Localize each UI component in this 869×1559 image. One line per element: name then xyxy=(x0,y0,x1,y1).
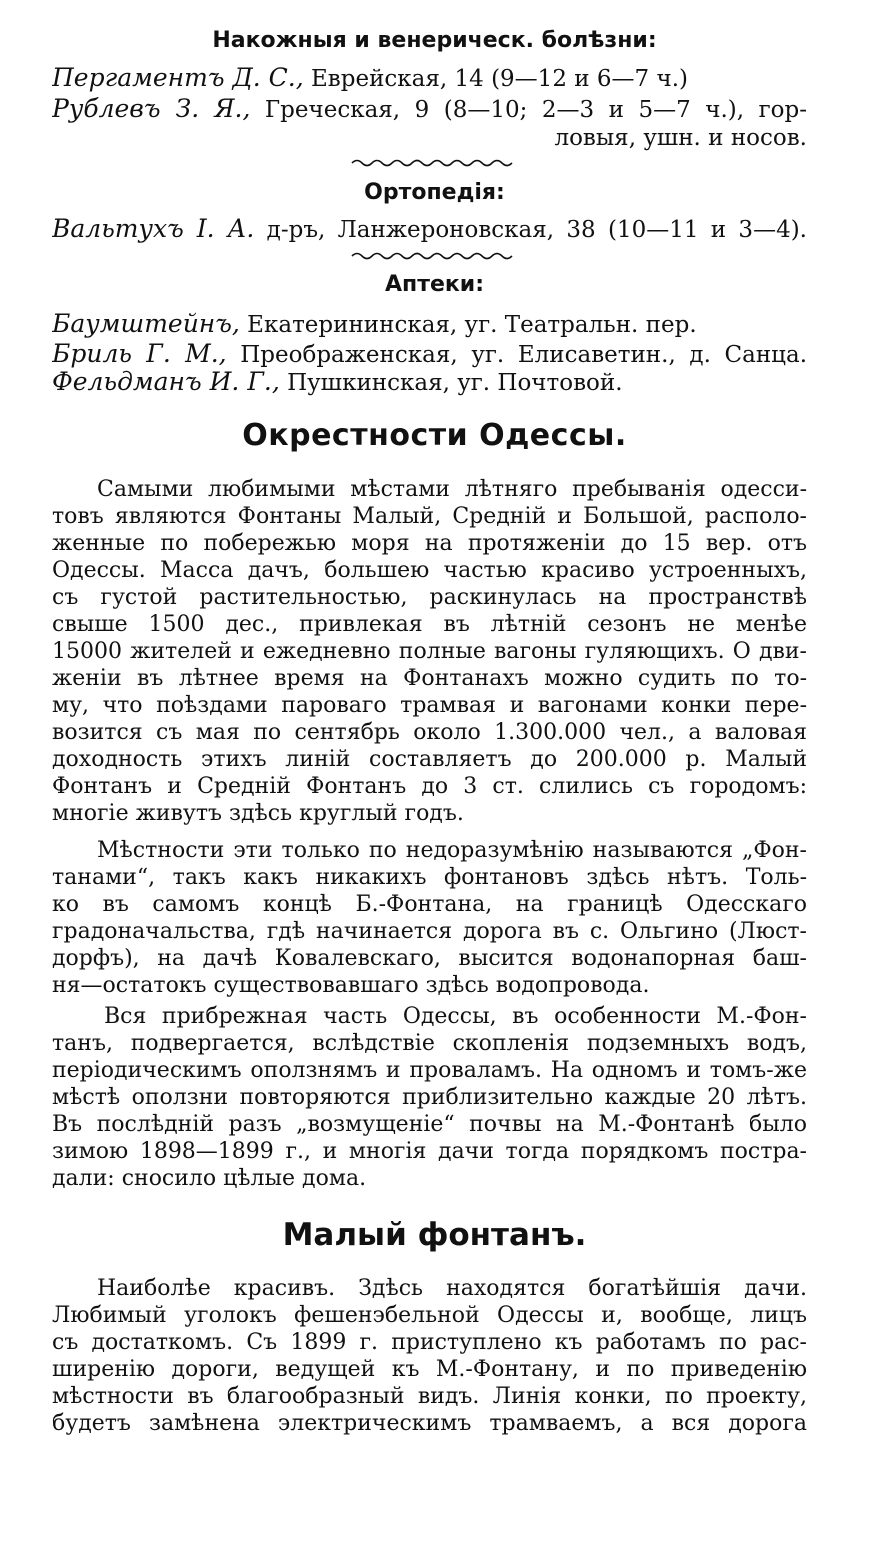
text-line: зимою 1898—1899 г., и многія дачи тогда порядкомъ постра- xyxy=(52,1139,807,1164)
text-line: ширенію дороги, ведущей къ М.-Фонтану, и по приведенію xyxy=(52,1357,807,1382)
pharmacy-entry xyxy=(52,310,807,339)
doctor-name: Рублевъ З. Я., xyxy=(52,95,251,123)
text-line: женные по побережью моря на протяженіи до 15 вер. отъ xyxy=(52,531,807,556)
paragraph-environs-2 xyxy=(52,837,807,999)
pharmacy-address: Екатерининская, уг. Театральн. пер. xyxy=(239,312,697,338)
text-line: му, что поѣздами пароваго трамвая и вагонами конки пере- xyxy=(52,693,807,718)
text-line: мѣстѣ оползни повторяются приблизительно каждые 20 лѣтъ. xyxy=(52,1085,807,1110)
text-line: будетъ замѣнена электрическимъ трамваемъ, а вся дорога xyxy=(52,1411,807,1436)
text-line: доходность этихъ линій составляетъ до 200.000 р. Малый xyxy=(52,747,807,772)
section-heading-skin-venereal: Накожныя и венерическ. болѣзни: xyxy=(212,28,657,53)
text-line: Одессы. Масса дачъ, большею частью красиво устроенныхъ, xyxy=(52,558,807,583)
wavy-divider xyxy=(0,250,869,262)
text-line: возится съ мая по сентябрь около 1.300.000 чел., а валовая xyxy=(52,720,807,745)
text-line: Мѣстности эти только по недоразумѣнію называются „Фон- xyxy=(97,838,807,863)
doctor-entry xyxy=(52,95,807,124)
text-line: Вся прибрежная часть Одессы, въ особенности М.-Фон- xyxy=(104,1004,807,1029)
text-line: дорфъ), на дачѣ Ковалевскаго, высится водонапорная баш- xyxy=(52,946,807,971)
paragraph-environs-1 xyxy=(52,476,807,827)
section-heading-orthopedics: Ортопедія: xyxy=(364,180,505,205)
section-heading-pharmacies: Аптеки: xyxy=(384,272,485,297)
doctor-entry xyxy=(52,64,807,93)
text-line: танъ, подвергается, вслѣдствіе скопленія подземныхъ водъ, xyxy=(52,1031,807,1056)
paragraph-small-fountain-1 xyxy=(52,1275,807,1437)
text-line: свыше 1500 дес., привлекая въ лѣтній сезонъ не менѣе xyxy=(52,612,807,637)
text-line: Любимый уголокъ фешенэбельной Одессы и, вообще, лицъ xyxy=(52,1303,807,1328)
doctor-name: Пергаментъ Д. С., xyxy=(52,64,304,92)
doctor-address: Еврейская, 14 (9—12 и 6—7 ч.) xyxy=(303,66,688,92)
pharmacy-name: Бриль Г. М., xyxy=(52,340,227,368)
pharmacy-address: Пушкинская, уг. Почтовой. xyxy=(279,370,623,396)
pharmacy-entry xyxy=(52,368,807,397)
pharmacy-entry xyxy=(52,340,807,369)
doctor-entry-continuation: ловыя, ушн. и носов. xyxy=(554,125,807,151)
section-heading-environs: Окрестности Одессы. xyxy=(242,418,627,453)
text-line: Самыми любимыми мѣстами лѣтняго пребыванія одесси- xyxy=(97,477,807,502)
text-line: танами“, такъ какъ никакихъ фонтановъ здѣсь нѣтъ. Толь- xyxy=(52,865,807,890)
section-heading-small-fountain: Малый фонтанъ. xyxy=(282,1217,587,1253)
text-line: ко въ самомъ концѣ Б.-Фонтана, на границѣ Одесскаго xyxy=(52,892,807,917)
doctor-name: Вальтухъ І. А. xyxy=(52,215,255,243)
text-line: періодическимъ оползнямъ и проваламъ. На одномъ и томъ-же xyxy=(52,1058,807,1083)
doctor-entry xyxy=(52,215,807,244)
text-line: женіи въ лѣтнее время на Фонтанахъ можно судить по то- xyxy=(52,666,807,691)
text-line: Наиболѣе красивъ. Здѣсь находятся богатѣйшія дачи. xyxy=(97,1276,807,1301)
doctor-address: Греческая, 9 (8—10; 2—3 и 5—7 ч.), гор- xyxy=(250,97,807,123)
text-line: многіе живутъ здѣсь круглый годъ. xyxy=(52,801,464,826)
text-line: ня—остатокъ существовавшаго здѣсь водопровода. xyxy=(52,973,650,998)
pharmacy-address: Преображенская, уг. Елисаветин., д. Санца. xyxy=(226,342,807,368)
wavy-divider xyxy=(0,157,869,169)
text-line: 15000 жителей и ежедневно полные вагоны гуляющихъ. О дви- xyxy=(52,639,807,664)
text-line: съ густой растительностью, раскинулась на пространствѣ xyxy=(52,585,807,610)
pharmacy-name: Баумштейнъ, xyxy=(52,310,240,338)
text-line: Фонтанъ и Средній Фонтанъ до 3 ст. слились съ городомъ: xyxy=(52,774,807,799)
paragraph-environs-3 xyxy=(52,1003,807,1192)
pharmacy-name: Фельдманъ И. Г., xyxy=(52,368,280,396)
text-line: градоначальства, гдѣ начинается дорога въ с. Ольгино (Люст- xyxy=(52,919,807,944)
text-line: Въ послѣдній разъ „возмущеніе“ почвы на М.-Фонтанѣ было xyxy=(52,1112,807,1137)
text-line: товъ являются Фонтаны Малый, Средній и Большой, располо- xyxy=(52,504,807,529)
text-line: мѣстности въ благообразный видъ. Линія конки, по проекту, xyxy=(52,1384,807,1409)
text-line: съ достаткомъ. Съ 1899 г. приступлено къ работамъ по рас- xyxy=(52,1330,807,1355)
doctor-address: д-ръ, Ланжероновская, 38 (10—11 и 3—4). xyxy=(254,217,807,243)
text-line: дали: сносило цѣлые дома. xyxy=(52,1166,367,1191)
